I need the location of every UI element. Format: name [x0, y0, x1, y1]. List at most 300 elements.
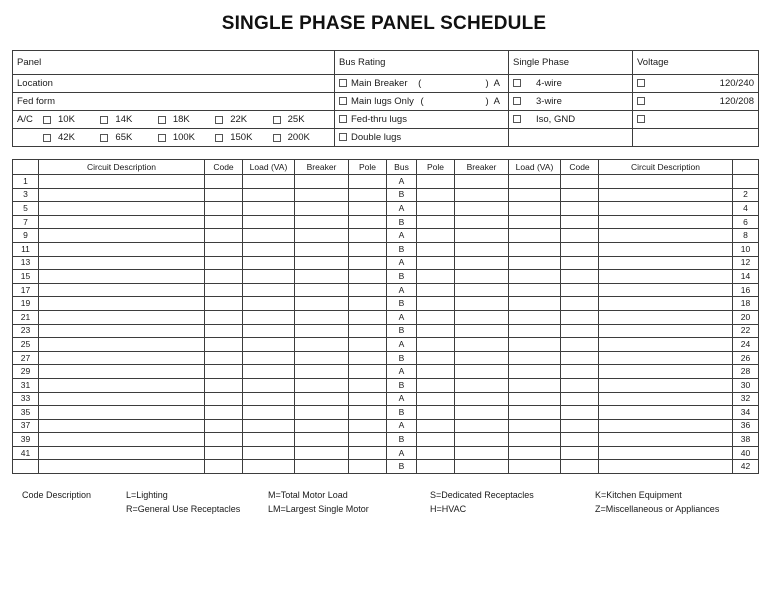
code-right-input[interactable]: [561, 202, 599, 216]
load-va-left-input[interactable]: [243, 229, 295, 243]
col-bus: Bus: [387, 160, 417, 175]
checkbox-icon[interactable]: [273, 134, 281, 142]
breaker-left-input[interactable]: [295, 283, 349, 297]
load-va-left-input[interactable]: [243, 338, 295, 352]
code-left-input[interactable]: [205, 297, 243, 311]
code-left-input[interactable]: [205, 351, 243, 365]
pole-right-input[interactable]: [417, 365, 455, 379]
breaker-right-input[interactable]: [455, 188, 509, 202]
circuit-description-left-input[interactable]: [39, 283, 205, 297]
code-left-input[interactable]: [205, 310, 243, 324]
voltage-option-120-208[interactable]: [633, 93, 759, 111]
code-right-input[interactable]: [561, 324, 599, 338]
col-right-breaker: Breaker: [455, 160, 509, 175]
circuit-description-right-input[interactable]: [599, 365, 733, 379]
circuit-description-left-input[interactable]: [39, 324, 205, 338]
circuit-description-left-input[interactable]: [39, 338, 205, 352]
pole-right-input[interactable]: [417, 310, 455, 324]
checkbox-icon[interactable]: [339, 79, 347, 87]
pole-left-input[interactable]: [349, 419, 387, 433]
pole-right-input[interactable]: [417, 324, 455, 338]
breaker-right-input[interactable]: [455, 202, 509, 216]
circuit-description-left-input[interactable]: [39, 446, 205, 460]
bus-option-double-lugs[interactable]: [335, 129, 509, 147]
load-va-left-input[interactable]: [243, 202, 295, 216]
breaker-left-input[interactable]: [295, 406, 349, 420]
single-phase-option-3-wire[interactable]: [509, 93, 633, 111]
bus-phase: B: [387, 242, 417, 256]
code-left-input[interactable]: [205, 433, 243, 447]
breaker-left-input[interactable]: [295, 460, 349, 474]
code-right-input[interactable]: [561, 215, 599, 229]
breaker-left-input[interactable]: [295, 188, 349, 202]
checkbox-icon[interactable]: [273, 116, 281, 124]
code-left-input[interactable]: [205, 338, 243, 352]
code-left-input[interactable]: [205, 270, 243, 284]
load-va-right-input[interactable]: [509, 297, 561, 311]
load-va-right-input[interactable]: [509, 310, 561, 324]
pole-left-input[interactable]: [349, 378, 387, 392]
ac-option-25k[interactable]: [273, 113, 330, 126]
load-va-left-input[interactable]: [243, 446, 295, 460]
circuit-description-right-input[interactable]: [599, 351, 733, 365]
circuit-number-right: [733, 175, 759, 189]
code-right-input[interactable]: [561, 365, 599, 379]
load-va-right-input[interactable]: [509, 351, 561, 365]
load-va-left-input[interactable]: [243, 433, 295, 447]
load-va-right-input[interactable]: [509, 460, 561, 474]
load-va-right-input[interactable]: [509, 270, 561, 284]
pole-right-input[interactable]: [417, 175, 455, 189]
legend-entry: L=Lighting: [126, 490, 168, 501]
checkbox-icon[interactable]: [513, 97, 521, 105]
ac-option-42k[interactable]: [43, 131, 100, 144]
voltage-option-120-240[interactable]: [633, 75, 759, 93]
pole-left-input[interactable]: [349, 351, 387, 365]
circuit-description-right-input[interactable]: [599, 256, 733, 270]
circuit-number-left: 27: [13, 351, 39, 365]
pole-right-input[interactable]: [417, 283, 455, 297]
table-row: [13, 365, 759, 379]
load-va-left-input[interactable]: [243, 365, 295, 379]
pole-right-input[interactable]: [417, 338, 455, 352]
ac-option-150k[interactable]: [215, 131, 272, 144]
code-right-input[interactable]: [561, 242, 599, 256]
code-left-input[interactable]: [205, 406, 243, 420]
circuit-description-right-input[interactable]: [599, 446, 733, 460]
code-left-input[interactable]: [205, 460, 243, 474]
pole-left-input[interactable]: [349, 283, 387, 297]
load-va-right-input[interactable]: [509, 378, 561, 392]
location-label: Location: [17, 78, 53, 89]
pole-left-input[interactable]: [349, 256, 387, 270]
load-va-left-input[interactable]: [243, 392, 295, 406]
code-left-input[interactable]: [205, 256, 243, 270]
breaker-left-input[interactable]: [295, 433, 349, 447]
circuit-description-right-input[interactable]: [599, 338, 733, 352]
load-va-right-input[interactable]: [509, 419, 561, 433]
ac-option-10k[interactable]: [43, 113, 100, 126]
breaker-right-input[interactable]: [455, 365, 509, 379]
pole-left-input[interactable]: [349, 365, 387, 379]
ac-option-200k[interactable]: [273, 131, 330, 144]
breaker-right-input[interactable]: [455, 351, 509, 365]
code-left-input[interactable]: [205, 324, 243, 338]
panel-header-cell: [13, 51, 335, 75]
load-va-right-input[interactable]: [509, 324, 561, 338]
circuit-description-left-input[interactable]: [39, 310, 205, 324]
load-va-right-input[interactable]: [509, 392, 561, 406]
code-right-input[interactable]: [561, 378, 599, 392]
checkbox-icon[interactable]: [513, 115, 521, 123]
checkbox-icon[interactable]: [339, 115, 347, 123]
circuit-description-right-input[interactable]: [599, 433, 733, 447]
checkbox-icon[interactable]: [43, 134, 51, 142]
bus-option-label: Fed-thru lugs: [351, 114, 407, 125]
code-left-input[interactable]: [205, 229, 243, 243]
load-va-left-input[interactable]: [243, 419, 295, 433]
code-right-input[interactable]: [561, 433, 599, 447]
circuit-description-right-input[interactable]: [599, 419, 733, 433]
circuit-description-left-input[interactable]: [39, 433, 205, 447]
load-va-left-input[interactable]: [243, 406, 295, 420]
pole-right-input[interactable]: [417, 188, 455, 202]
code-right-input[interactable]: [561, 283, 599, 297]
voltage-option-blank[interactable]: [633, 111, 759, 129]
circuit-description-right-input[interactable]: [599, 283, 733, 297]
load-va-right-input[interactable]: [509, 283, 561, 297]
load-va-right-input[interactable]: [509, 446, 561, 460]
load-va-right-input[interactable]: [509, 175, 561, 189]
bus-option-unit: A: [493, 78, 500, 89]
breaker-left-input[interactable]: [295, 446, 349, 460]
breaker-right-input[interactable]: [455, 215, 509, 229]
load-va-right-input[interactable]: [509, 215, 561, 229]
single-phase-option-4-wire[interactable]: [509, 75, 633, 93]
pole-right-input[interactable]: [417, 378, 455, 392]
circuit-description-right-input[interactable]: [599, 202, 733, 216]
code-left-input[interactable]: [205, 283, 243, 297]
pole-left-input[interactable]: [349, 175, 387, 189]
bus-option-paren-open: (: [418, 78, 422, 89]
pole-left-input[interactable]: [349, 202, 387, 216]
pole-right-input[interactable]: [417, 406, 455, 420]
pole-left-input[interactable]: [349, 433, 387, 447]
load-va-left-input[interactable]: [243, 175, 295, 189]
bus-option-main-lugs-only[interactable]: [335, 93, 509, 111]
breaker-left-input[interactable]: [295, 419, 349, 433]
bus-phase: B: [387, 460, 417, 474]
single-phase-option-iso-gnd[interactable]: [509, 111, 633, 129]
circuit-number-left: 7: [13, 215, 39, 229]
single-phase-empty-cell: [509, 129, 633, 147]
code-left-input[interactable]: [205, 188, 243, 202]
breaker-right-input[interactable]: [455, 460, 509, 474]
pole-right-input[interactable]: [417, 419, 455, 433]
pole-left-input[interactable]: [349, 338, 387, 352]
table-row: [13, 338, 759, 352]
checkbox-icon[interactable]: [637, 115, 645, 123]
breaker-left-input[interactable]: [295, 242, 349, 256]
load-va-right-input[interactable]: [509, 188, 561, 202]
schedule-header-row: [13, 160, 759, 175]
breaker-left-input[interactable]: [295, 351, 349, 365]
load-va-left-input[interactable]: [243, 283, 295, 297]
checkbox-icon[interactable]: [513, 79, 521, 87]
checkbox-icon[interactable]: [43, 116, 51, 124]
breaker-right-input[interactable]: [455, 310, 509, 324]
breaker-right-input[interactable]: [455, 446, 509, 460]
pole-left-input[interactable]: [349, 460, 387, 474]
breaker-right-input[interactable]: [455, 229, 509, 243]
load-va-left-input[interactable]: [243, 324, 295, 338]
breaker-right-input[interactable]: [455, 256, 509, 270]
circuit-description-left-input[interactable]: [39, 215, 205, 229]
load-va-right-input[interactable]: [509, 202, 561, 216]
circuit-number-left: 1: [13, 175, 39, 189]
circuit-description-left-input[interactable]: [39, 175, 205, 189]
code-right-input[interactable]: [561, 406, 599, 420]
breaker-left-input[interactable]: [295, 378, 349, 392]
code-left-input[interactable]: [205, 446, 243, 460]
load-va-left-input[interactable]: [243, 351, 295, 365]
circuit-description-left-input[interactable]: [39, 419, 205, 433]
col-left-breaker: Breaker: [295, 160, 349, 175]
pole-right-input[interactable]: [417, 270, 455, 284]
ac-option-14k[interactable]: [100, 113, 157, 126]
pole-right-input[interactable]: [417, 297, 455, 311]
pole-left-input[interactable]: [349, 297, 387, 311]
circuit-description-left-input[interactable]: [39, 460, 205, 474]
checkbox-icon[interactable]: [158, 116, 166, 124]
bus-phase: B: [387, 433, 417, 447]
pole-right-input[interactable]: [417, 460, 455, 474]
code-left-input[interactable]: [205, 392, 243, 406]
checkbox-icon[interactable]: [100, 116, 108, 124]
circuit-description-left-input[interactable]: [39, 392, 205, 406]
circuit-description-left-input[interactable]: [39, 229, 205, 243]
pole-left-input[interactable]: [349, 310, 387, 324]
bus-phase: B: [387, 324, 417, 338]
pole-right-input[interactable]: [417, 446, 455, 460]
breaker-right-input[interactable]: [455, 378, 509, 392]
code-right-input[interactable]: [561, 460, 599, 474]
fed-form-field[interactable]: [13, 93, 335, 111]
checkbox-icon[interactable]: [339, 97, 347, 105]
code-right-input[interactable]: [561, 338, 599, 352]
ac-option-18k[interactable]: [158, 113, 215, 126]
circuit-description-right-input[interactable]: [599, 460, 733, 474]
circuit-number-left: 37: [13, 419, 39, 433]
pole-right-input[interactable]: [417, 256, 455, 270]
pole-left-input[interactable]: [349, 392, 387, 406]
breaker-right-input[interactable]: [455, 324, 509, 338]
load-va-right-input[interactable]: [509, 256, 561, 270]
breaker-left-input[interactable]: [295, 175, 349, 189]
location-field[interactable]: [13, 75, 335, 93]
checkbox-icon[interactable]: [215, 116, 223, 124]
breaker-right-input[interactable]: [455, 270, 509, 284]
table-row: [13, 215, 759, 229]
code-right-input[interactable]: [561, 270, 599, 284]
code-right-input[interactable]: [561, 419, 599, 433]
load-va-left-input[interactable]: [243, 310, 295, 324]
pole-left-input[interactable]: [349, 229, 387, 243]
circuit-description-left-input[interactable]: [39, 256, 205, 270]
ac-option-65k[interactable]: [100, 131, 157, 144]
table-row: [13, 202, 759, 216]
code-right-input[interactable]: [561, 351, 599, 365]
breaker-right-input[interactable]: [455, 406, 509, 420]
circuit-description-left-input[interactable]: [39, 351, 205, 365]
circuit-description-left-input[interactable]: [39, 188, 205, 202]
ac-option-100k[interactable]: [158, 131, 215, 144]
circuit-description-right-input[interactable]: [599, 378, 733, 392]
code-right-input[interactable]: [561, 229, 599, 243]
load-va-right-input[interactable]: [509, 338, 561, 352]
circuit-description-left-input[interactable]: [39, 270, 205, 284]
circuit-description-right-input[interactable]: [599, 242, 733, 256]
code-right-input[interactable]: [561, 310, 599, 324]
col-right-circuit-no: [733, 160, 759, 175]
bus-option-label: Main lugs Only: [351, 96, 414, 107]
bus-option-fed-thru-lugs[interactable]: [335, 111, 509, 129]
load-va-left-input[interactable]: [243, 188, 295, 202]
breaker-right-input[interactable]: [455, 433, 509, 447]
breaker-left-input[interactable]: [295, 338, 349, 352]
breaker-right-input[interactable]: [455, 175, 509, 189]
code-left-input[interactable]: [205, 365, 243, 379]
breaker-right-input[interactable]: [455, 392, 509, 406]
load-va-left-input[interactable]: [243, 215, 295, 229]
circuit-description-right-input[interactable]: [599, 297, 733, 311]
pole-left-input[interactable]: [349, 324, 387, 338]
bus-phase: A: [387, 446, 417, 460]
checkbox-icon[interactable]: [637, 79, 645, 87]
circuit-description-right-input[interactable]: [599, 324, 733, 338]
checkbox-icon[interactable]: [215, 134, 223, 142]
bus-option-main-breaker[interactable]: [335, 75, 509, 93]
code-left-input[interactable]: [205, 378, 243, 392]
load-va-left-input[interactable]: [243, 378, 295, 392]
circuit-description-right-input[interactable]: [599, 270, 733, 284]
pole-right-input[interactable]: [417, 215, 455, 229]
pole-left-input[interactable]: [349, 446, 387, 460]
load-va-right-input[interactable]: [509, 433, 561, 447]
circuit-number-left: 19: [13, 297, 39, 311]
breaker-left-input[interactable]: [295, 256, 349, 270]
pole-right-input[interactable]: [417, 392, 455, 406]
code-left-input[interactable]: [205, 202, 243, 216]
load-va-right-input[interactable]: [509, 406, 561, 420]
breaker-right-input[interactable]: [455, 297, 509, 311]
code-right-input[interactable]: [561, 188, 599, 202]
circuit-description-right-input[interactable]: [599, 188, 733, 202]
load-va-left-input[interactable]: [243, 297, 295, 311]
pole-right-input[interactable]: [417, 242, 455, 256]
col-left-circuit-no: [13, 160, 39, 175]
code-left-input[interactable]: [205, 419, 243, 433]
circuit-description-right-input[interactable]: [599, 392, 733, 406]
breaker-left-input[interactable]: [295, 365, 349, 379]
info-header-row: [13, 51, 759, 75]
circuit-description-right-input[interactable]: [599, 229, 733, 243]
breaker-right-input[interactable]: [455, 338, 509, 352]
pole-right-input[interactable]: [417, 229, 455, 243]
load-va-right-input[interactable]: [509, 229, 561, 243]
pole-left-input[interactable]: [349, 270, 387, 284]
circuit-description-left-input[interactable]: [39, 297, 205, 311]
pole-left-input[interactable]: [349, 215, 387, 229]
circuit-description-left-input[interactable]: [39, 378, 205, 392]
breaker-left-input[interactable]: [295, 324, 349, 338]
breaker-left-input[interactable]: [295, 270, 349, 284]
circuit-description-left-input[interactable]: [39, 365, 205, 379]
code-right-input[interactable]: [561, 256, 599, 270]
load-va-left-input[interactable]: [243, 256, 295, 270]
circuit-description-right-input[interactable]: [599, 310, 733, 324]
pole-right-input[interactable]: [417, 433, 455, 447]
circuit-description-left-input[interactable]: [39, 202, 205, 216]
load-va-left-input[interactable]: [243, 270, 295, 284]
circuit-description-right-input[interactable]: [599, 175, 733, 189]
circuit-number-left: 17: [13, 283, 39, 297]
breaker-left-input[interactable]: [295, 215, 349, 229]
code-left-input[interactable]: [205, 242, 243, 256]
breaker-left-input[interactable]: [295, 392, 349, 406]
legend-column-4: [595, 488, 719, 516]
code-description-legend: [0, 474, 768, 516]
breaker-left-input[interactable]: [295, 297, 349, 311]
code-left-input[interactable]: [205, 175, 243, 189]
pole-right-input[interactable]: [417, 351, 455, 365]
load-va-left-input[interactable]: [243, 460, 295, 474]
breaker-left-input[interactable]: [295, 310, 349, 324]
pole-left-input[interactable]: [349, 242, 387, 256]
code-right-input[interactable]: [561, 446, 599, 460]
circuit-description-right-input[interactable]: [599, 215, 733, 229]
breaker-left-input[interactable]: [295, 202, 349, 216]
load-va-left-input[interactable]: [243, 242, 295, 256]
breaker-right-input[interactable]: [455, 242, 509, 256]
legend-column-3: [430, 488, 595, 516]
code-left-input[interactable]: [205, 215, 243, 229]
checkbox-icon[interactable]: [100, 134, 108, 142]
load-va-right-input[interactable]: [509, 365, 561, 379]
pole-right-input[interactable]: [417, 202, 455, 216]
code-right-input[interactable]: [561, 392, 599, 406]
breaker-right-input[interactable]: [455, 283, 509, 297]
circuit-description-right-input[interactable]: [599, 406, 733, 420]
checkbox-icon[interactable]: [339, 133, 347, 141]
bus-phase: A: [387, 256, 417, 270]
circuit-description-left-input[interactable]: [39, 406, 205, 420]
breaker-left-input[interactable]: [295, 229, 349, 243]
ac-option-22k[interactable]: [215, 113, 272, 126]
breaker-right-input[interactable]: [455, 419, 509, 433]
pole-left-input[interactable]: [349, 188, 387, 202]
checkbox-icon[interactable]: [158, 134, 166, 142]
circuit-number-left: 39: [13, 433, 39, 447]
table-row: [13, 378, 759, 392]
load-va-right-input[interactable]: [509, 242, 561, 256]
voltage-label: Voltage: [637, 57, 669, 68]
circuit-description-left-input[interactable]: [39, 242, 205, 256]
code-right-input[interactable]: [561, 297, 599, 311]
pole-left-input[interactable]: [349, 406, 387, 420]
code-right-input[interactable]: [561, 175, 599, 189]
checkbox-icon[interactable]: [637, 97, 645, 105]
